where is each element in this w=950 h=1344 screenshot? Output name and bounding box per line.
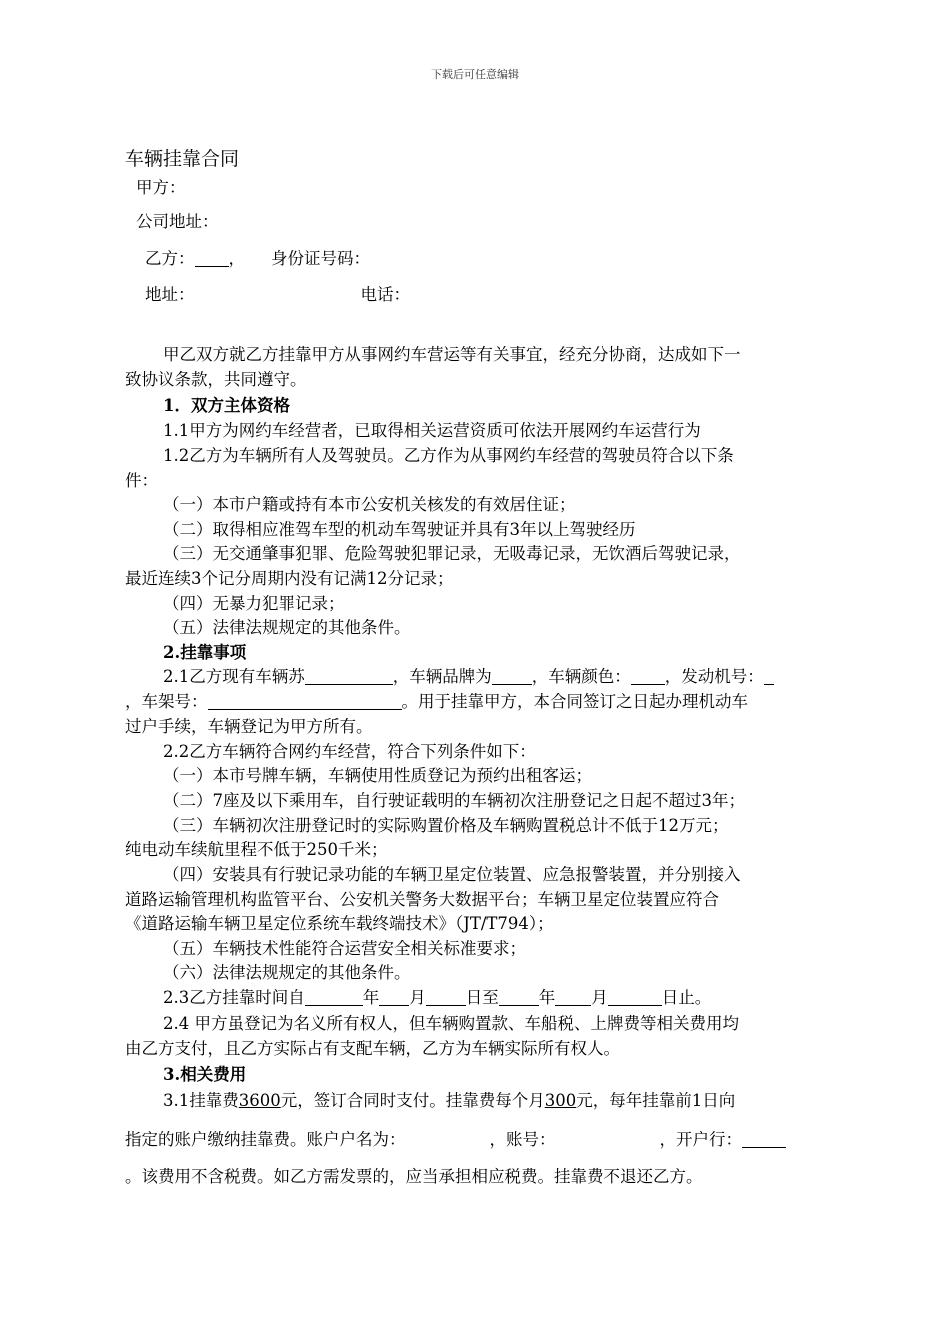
end-month-label: 月 bbox=[591, 988, 608, 1007]
party-b-line bbox=[145, 248, 370, 270]
start-month-label: 月 bbox=[409, 988, 426, 1007]
bank-blank[interactable] bbox=[742, 1131, 786, 1148]
brand-blank[interactable] bbox=[492, 668, 532, 685]
clause-2-item-4-cont-1: 道路运输管理机构监管平台、公安机关警务大数据平台；车辆卫星定位装置应符合 bbox=[125, 890, 719, 909]
intro-line-1: 甲乙双方就乙方挂靠甲方从事网约车营运等有关事宜，经充分协商，达成如下一 bbox=[163, 345, 741, 364]
engine-label: ，发动机号： bbox=[664, 667, 764, 686]
color-blank[interactable] bbox=[631, 668, 665, 685]
clause-2-3-label: 2.3乙方挂靠时间自 bbox=[163, 988, 305, 1007]
section-1-heading: 1．双方主体资格 bbox=[163, 396, 290, 415]
account-number-label: ，账号： bbox=[489, 1130, 556, 1149]
start-month-blank[interactable] bbox=[379, 989, 409, 1006]
clause-2-1-line-3: 过户手续，车辆登记为甲方所有。 bbox=[125, 717, 373, 736]
company-address-label: 公司地址： bbox=[136, 212, 219, 231]
page-header: 下载后可任意编辑 bbox=[431, 68, 519, 81]
vin-blank[interactable] bbox=[208, 693, 402, 710]
clause-1-1: 1.1甲方为网约车经营者，已取得相关运营资质可依法开展网约车运营行为 bbox=[163, 421, 701, 440]
clause-2-item-6: （六）法律法规规定的其他条件。 bbox=[163, 963, 411, 982]
bank-label: ，开户行： bbox=[659, 1130, 742, 1149]
address-label: 地址： bbox=[145, 285, 195, 304]
fee-text-2: 元，每年挂靠前1日向 bbox=[576, 1091, 736, 1110]
day-to-label: 日至 bbox=[465, 988, 499, 1007]
clause-1-2-line-1: 1.2乙方为车辆所有人及驾驶员。乙方作为从事网约车经营的驾驶员符合以下条 bbox=[163, 446, 734, 465]
plate-number-blank[interactable] bbox=[305, 668, 393, 685]
party-b-comma: ， bbox=[228, 249, 245, 268]
fee-text: 元，签订合同时支付。挂靠费每个月 bbox=[280, 1091, 545, 1110]
clause-2-1-plate-label: 2.1乙方现有车辆苏 bbox=[163, 667, 305, 686]
clause-1-item-5: （五）法律法规规定的其他条件。 bbox=[163, 618, 411, 637]
party-a-label: 甲方： bbox=[136, 178, 186, 197]
section-3-heading: 3.相关费用 bbox=[163, 1065, 247, 1084]
color-label: ，车辆颜色： bbox=[531, 667, 631, 686]
intro-line-2: 致协议条款，共同遵守。 bbox=[125, 370, 307, 389]
end-day-blank[interactable] bbox=[608, 989, 662, 1006]
clause-2-2: 2.2乙方车辆符合网约车经营，符合下列条件如下： bbox=[163, 742, 536, 761]
end-year-blank[interactable] bbox=[499, 989, 539, 1006]
id-number-label: 身份证号码： bbox=[271, 249, 370, 268]
clause-2-item-3: （三）车辆初次注册登记时的实际购置价格及车辆购置税总计不低于12万元； bbox=[163, 816, 729, 835]
start-year-label: 年 bbox=[362, 988, 380, 1007]
end-month-blank[interactable] bbox=[555, 989, 591, 1006]
clause-1-item-3-cont: 最近连续3个记分周期内没有记满12分记录； bbox=[125, 569, 454, 588]
clause-2-1-purpose: 。用于挂靠甲方，本合同签订之日起办理机动车 bbox=[401, 692, 748, 711]
clause-2-4-line-1: 2.4 甲方虽登记为名义所有权人，但车辆购置款、车船税、上牌费等相关费用均 bbox=[163, 1014, 739, 1033]
clause-3-1-line-2 bbox=[125, 1129, 786, 1151]
phone-label: 电话： bbox=[360, 285, 410, 304]
clause-1-item-2: （二）取得相应准驾车型的机动车驾驶证并具有3年以上驾驶经历 bbox=[163, 520, 636, 539]
end-year-label: 年 bbox=[538, 988, 556, 1007]
clause-2-item-4: （四）安装具有行驶记录功能的车辆卫星定位装置、应急报警装置，并分别接入 bbox=[163, 865, 741, 884]
clause-2-1-line-1 bbox=[163, 666, 774, 688]
clause-1-item-4: （四）无暴力犯罪记录； bbox=[163, 594, 345, 613]
vin-label: ，车架号： bbox=[125, 692, 208, 711]
address-line bbox=[145, 284, 410, 306]
fee-label: 3.1挂靠费 bbox=[163, 1091, 239, 1110]
clause-2-3 bbox=[163, 987, 711, 1009]
party-b-name-blank[interactable] bbox=[195, 250, 229, 267]
party-b-label: 乙方： bbox=[145, 249, 195, 268]
clause-1-item-1: （一）本市户籍或持有本市公安机关核发的有效居住证； bbox=[163, 495, 576, 514]
section-2-heading: 2.挂靠事项 bbox=[163, 643, 247, 662]
clause-3-1-line-1 bbox=[163, 1090, 735, 1112]
clause-2-item-4-cont-2: 《道路运输车辆卫星定位系统车载终端技术》（JT/T794）； bbox=[125, 914, 554, 933]
clause-3-1-line-3: 。该费用不含税费。如乙方需发票的，应当承担相应税费。挂靠费不退还乙方。 bbox=[125, 1167, 703, 1186]
engine-number-blank[interactable] bbox=[764, 668, 774, 685]
clause-2-4-line-2: 由乙方支付，且乙方实际占有支配车辆，乙方为车辆实际所有权人。 bbox=[125, 1039, 620, 1058]
monthly-fee-value: 300 bbox=[544, 1091, 577, 1110]
clause-2-item-2: （二）7座及以下乘用车，自行驶证载明的车辆初次注册登记之日起不超过3年； bbox=[163, 791, 745, 810]
clause-2-item-1: （一）本市号牌车辆，车辆使用性质登记为预约出租客运； bbox=[163, 766, 592, 785]
end-label: 日止。 bbox=[661, 988, 712, 1007]
clause-1-2-line-2: 件： bbox=[125, 471, 158, 490]
brand-label: ，车辆品牌为 bbox=[392, 667, 492, 686]
joining-fee-value: 3600 bbox=[238, 1091, 281, 1110]
clause-2-1-line-2 bbox=[125, 691, 748, 713]
start-year-blank[interactable] bbox=[305, 989, 363, 1006]
document-title: 车辆挂靠合同 bbox=[125, 148, 240, 170]
clause-1-item-3: （三）无交通肇事犯罪、危险驾驶犯罪记录，无吸毒记录，无饮酒后驾驶记录， bbox=[163, 544, 741, 563]
account-name-label: 指定的账户缴纳挂靠费。账户户名为： bbox=[125, 1130, 406, 1149]
clause-2-item-5: （五）车辆技术性能符合运营安全相关标准要求； bbox=[163, 939, 526, 958]
start-day-blank[interactable] bbox=[426, 989, 466, 1006]
clause-2-item-3-cont: 纯电动车续航里程不低于250千米； bbox=[125, 840, 388, 859]
